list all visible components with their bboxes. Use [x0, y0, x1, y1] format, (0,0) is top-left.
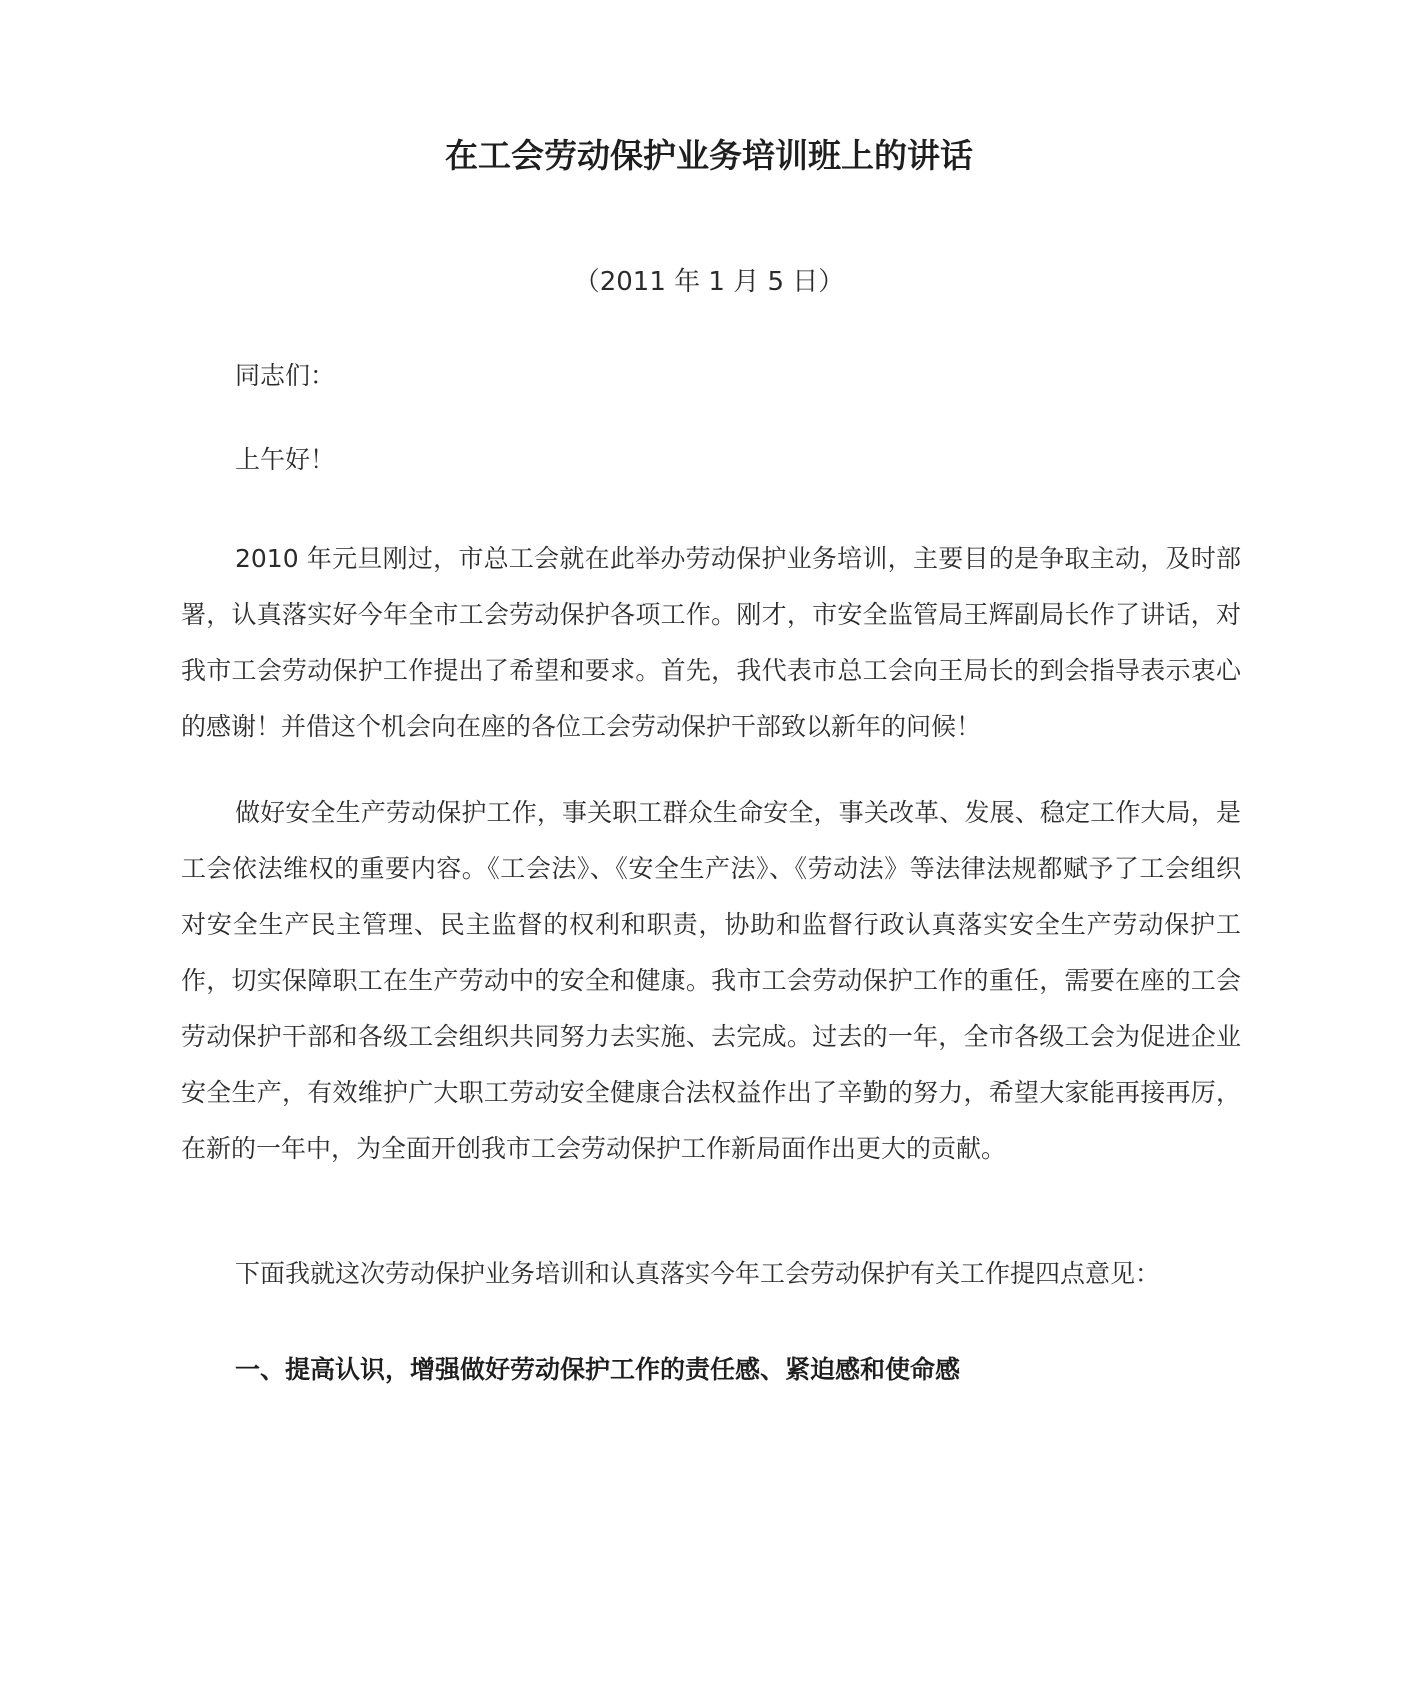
document-title: 在工会劳动保护业务培训班上的讲话	[445, 136, 973, 175]
salutation: 同志们：	[235, 361, 336, 390]
paragraph-importance: 做好安全生产劳动保护工作，事关职工群众生命安全，事关改革、发展、稳定工作大局，是工会依法维权的重要内容。《工会法》、《安全生产法》、《劳动法》等法律法规都赋予了工会组织对安全生产民主管理、民主监督的权利和职责，协助和监督行政认真落实安全生产劳动保护工作，切实保障职工在生产劳动中的安全和健康。我市工会劳动保护工作的重任，需要在座的工会劳动保护干部和各级工会组织共同努力去实施、去完成。过去的一年，全市各级工会为促进企业安全生产，有效维护广大职工劳动安全健康合法权益作出了辛勤的努力，希望大家能再接再厉，在新的一年中，为全面开创我市工会劳动保护工作新局面作出更大的贡献。	[181, 798, 1241, 1163]
document-date: （2011 年 1 月 5 日）	[573, 267, 845, 297]
paragraph-four-points: 下面我就这次劳动保护业务培训和认真落实今年工会劳动保护有关工作提四点意见：	[235, 1259, 1161, 1288]
paragraph-opening: 2010 年元旦刚过，市总工会就在此举办劳动保护业务培训，主要目的是争取主动，及时部署，认真落实好今年全市工会劳动保护各项工作。刚才，市安全监管局王辉副局长作了讲话，对我市工会劳动保护工作提出了希望和要求。首先，我代表市总工会向王局长的到会指导表示衷心的感谢！并借这个机会向在座的各位工会劳动保护干部致以新年的问候！	[181, 544, 1241, 741]
greeting: 上午好！	[235, 445, 336, 474]
section-heading: 一、提高认识，增强做好劳动保护工作的责任感、紧迫感和使命感	[235, 1355, 961, 1384]
